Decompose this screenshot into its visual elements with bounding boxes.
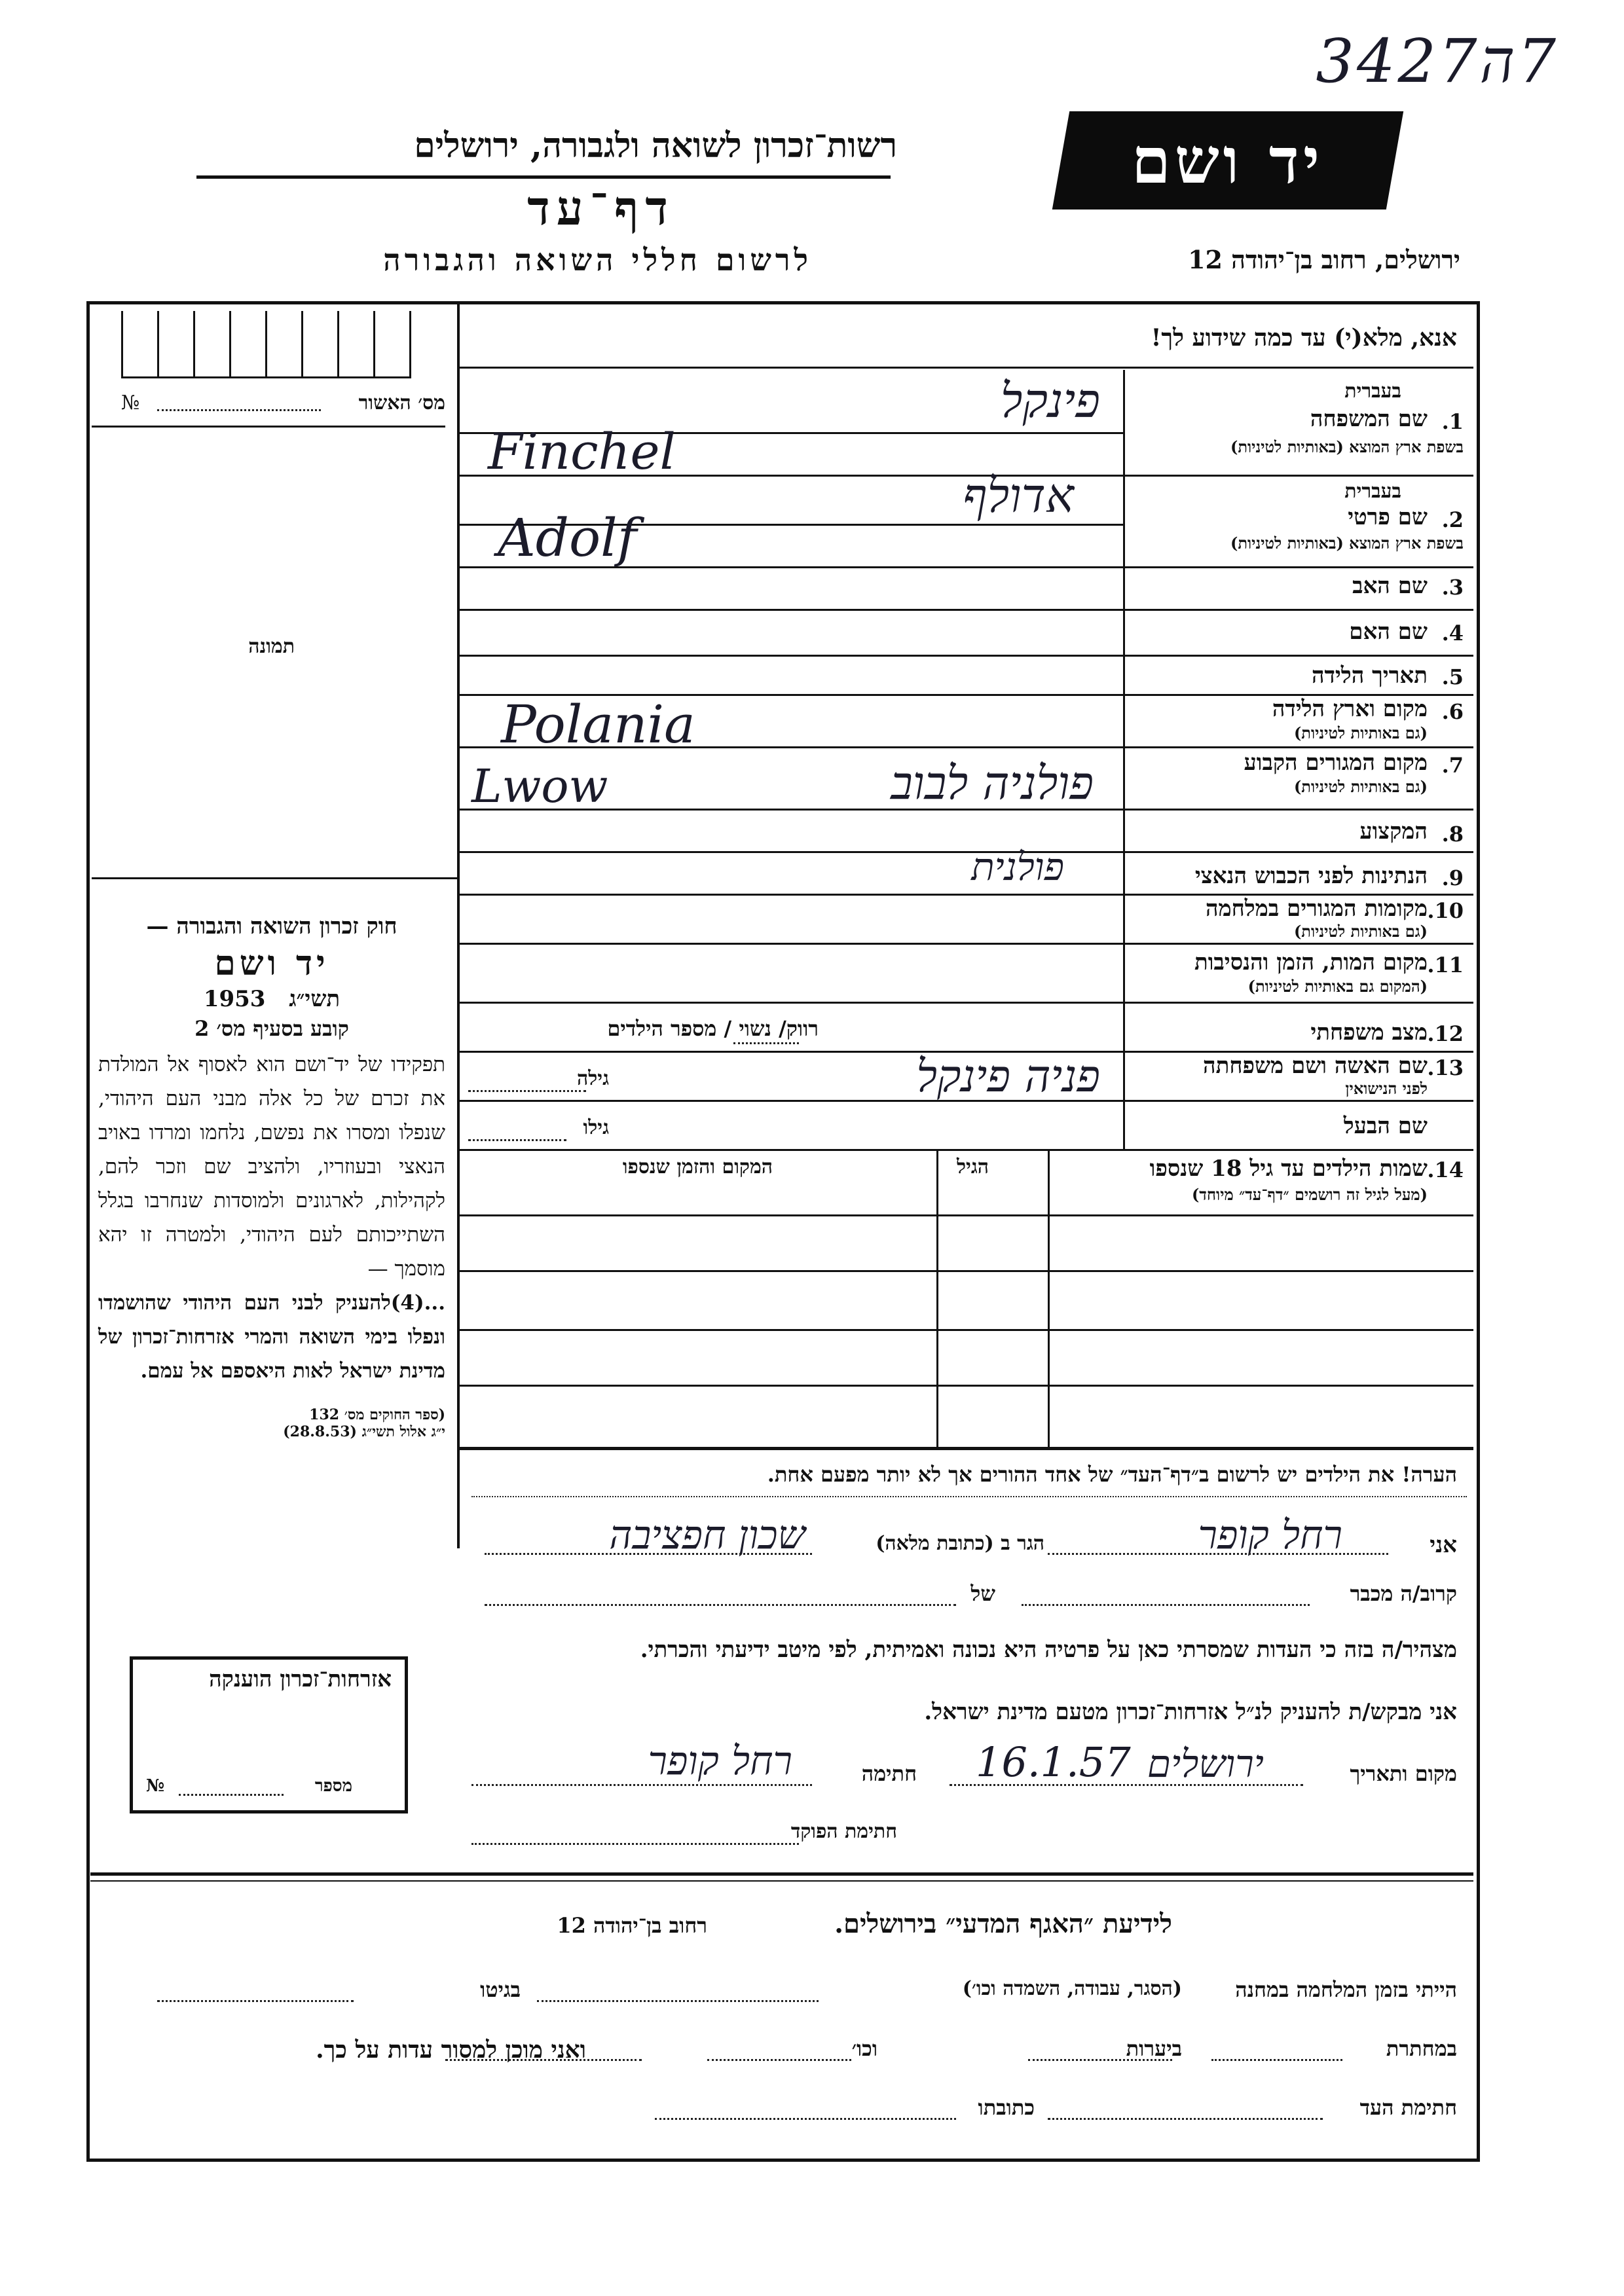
date-value: 16.1.57 [976, 1738, 1131, 1786]
remark-text: הערה! את הילדים יש לרשום ב״דף־העד״ של אחד ההורים אך לא יותר מפעם אחת. [767, 1462, 1457, 1487]
law-name: יד ושם [214, 943, 329, 983]
field-10-num: 10. [1427, 898, 1464, 923]
relative-label: קרוב/ה מכבר [1350, 1581, 1457, 1606]
law-section: קובע בסעיף מס׳ 2 [194, 1016, 349, 1041]
children-num: 14. [1427, 1157, 1464, 1182]
declarant-residing-label: הגר ב (כתובת מלאה) [876, 1532, 1044, 1555]
footer-address: רחוב בן־יהודה 12 [557, 1913, 707, 1938]
declarant-address-value: שכון חפציבה [609, 1512, 805, 1558]
footer-line2-d: ואני מוכן למסור עדות על כך. [316, 2036, 586, 2064]
field-8-label: המקצוע [1359, 818, 1428, 845]
field-3-label: שם האב [1352, 573, 1428, 599]
field-11-sub2: (המקום גם באותיות לטיניות) [1247, 977, 1428, 996]
field-3-num: 3. [1441, 575, 1464, 600]
archive-number: 7ה3427 [1316, 26, 1559, 96]
field-4-num: 4. [1441, 621, 1464, 646]
field-9-value: פולנית [971, 845, 1064, 889]
citizenship-no-mark: № [146, 1776, 165, 1796]
of-label: של [970, 1581, 995, 1606]
footer-line1-a: הייתי בזמן המלחמה במחנה [1235, 1977, 1457, 2002]
children-note: (מעל לגיל זה רושמים ״דף־עד״ מיוחד) [1191, 1185, 1428, 1204]
field-7-label: מקום המגורים הקבוע [1244, 750, 1428, 776]
field-7-value-heb: פולניה לבוב [891, 756, 1094, 810]
field-11-num: 11. [1427, 953, 1464, 977]
law-ref-1: (ספר החוקים מס׳ 132 [309, 1406, 445, 1423]
field-6-label: מקום וארץ הלידה [1272, 696, 1428, 722]
footer-line1-c: בגיטו [480, 1977, 521, 2002]
husband-label: שם הבעל [1343, 1113, 1428, 1139]
authority-title: רשות־זכרון לשואה ולגבורה, ירושלים [414, 126, 897, 166]
field-5-label: תאריך הלידה [1311, 663, 1428, 689]
field-7-num: 7. [1441, 753, 1464, 778]
declarant-name-value: רחל קופר [1198, 1512, 1342, 1558]
field-1-sub2: בשפת ארץ המוצא (באותיות לטיניות) [1230, 437, 1464, 456]
field-6-num: 6. [1441, 699, 1464, 724]
citizenship-number-label: מספר [314, 1776, 352, 1796]
law-title: חוק זכרון השואה והגבורה — [146, 913, 397, 939]
footer-title: לידיעת ״האגף המדעי״ בירושלים. [834, 1908, 1172, 1939]
children-col-age: הגיל [956, 1156, 989, 1178]
field-2-sub2: בשפת ארץ המוצא (באותיות לטיניות) [1230, 534, 1464, 553]
footer-line3-b: כתובתו [978, 2095, 1035, 2120]
law-year-heb: תשי״ג [289, 986, 341, 1012]
footer-line2-b: ביערות [1126, 2036, 1182, 2061]
place-date-label: מקום ותאריך [1350, 1761, 1457, 1786]
field-13-sub2: לפני הנישואין [1345, 1079, 1428, 1098]
field-4-label: שם האם [1349, 619, 1428, 645]
field-12-num: 12. [1427, 1021, 1464, 1046]
field-10-sub2: (גם באותיות לטיניות) [1293, 922, 1428, 941]
declarant-i-label: אני [1430, 1532, 1457, 1558]
yad-vashem-logo [1052, 111, 1403, 210]
field-7-sub2: (גם באותיות לטיניות) [1293, 777, 1428, 796]
field-1-sub: בעברית [1344, 380, 1401, 403]
field-6-sub2: (גם באותיות לטיניות) [1293, 723, 1428, 742]
signature-value: רחל קופר [648, 1738, 792, 1784]
field-6-value: Polania [501, 694, 695, 755]
field-2-num: 2. [1441, 507, 1464, 532]
field-9-label: הנתינות לפני הכבוש הנאצי [1194, 863, 1428, 889]
citizenship-box-title: אזרחות־זכרון הוענקה [209, 1666, 392, 1692]
request-text: אני מבקש/ת להעניק לנ״ל אזרחות־זכרון מטעם מדינת ישראל. [924, 1699, 1457, 1725]
field-1-num: 1. [1441, 409, 1464, 434]
footer-line2-c: וכו׳ [851, 2036, 877, 2061]
children-col-place: המקום והזמן שנספו [622, 1156, 773, 1178]
place-value: ירושלים [1147, 1741, 1264, 1786]
tick-marks [121, 311, 435, 383]
law-text: תפקידו של יד־ושם הוא לאסוף אל המולדת את זכרם של כל אלה מבני העם היהודי, שנפלו ומסרו את נפשם, נלחמו ומרדו באויב הנאצי ובעוזריו, ולהציב שם וזכר להם, לקהילות, לארגונים ולמוסדות שנחרבו בגלל השתייכותם לעם היהודי, ולמטרה זו יהא מוסמך — [98, 1053, 445, 1281]
field-13-label: שם האשה ושם משפחתה [1203, 1053, 1428, 1079]
law-year: 1953 [203, 986, 266, 1012]
photo-label: תמונה [248, 635, 295, 658]
certificate-label: מס׳ האשור [358, 392, 445, 414]
field-13-value: פניה פינקל [916, 1051, 1100, 1102]
field-12-value: רווק/ נשוי / מספר הילדים [607, 1016, 819, 1041]
footer-line1-b: (הסגר, עבודה, השמדה וכו׳) [962, 1977, 1182, 2000]
field-2-sub: בעברית [1344, 480, 1401, 503]
children-label: שמות הילדים עד גיל 18 שנספו [1149, 1156, 1428, 1182]
declaration-text: מצהיר/ה בזה כי העדות שמסרתי כאן על פרטיה היא נכונה ואמיתית, לפי מיטב ידיעתי והכרתי. [640, 1637, 1457, 1663]
field-13-age-label: גילה [576, 1067, 609, 1090]
field-1-value-heb: פינקל [1000, 373, 1100, 428]
form-subtitle: לרשום חללי השואה והגבורה [383, 242, 812, 278]
field-9-num: 9. [1441, 866, 1464, 890]
instruction-text: אנא, מלא(י) עד כמה שידוע לך! [1151, 324, 1457, 352]
field-12-label: מצב משפחתי [1310, 1019, 1428, 1046]
field-1-value-lat: Finchel [488, 422, 676, 481]
field-11-label: מקום המות, הזמן והנסיבות [1194, 949, 1428, 975]
header-address: ירושלים, רחוב בן־יהודה 12 [1188, 245, 1460, 274]
citizenship-box [130, 1656, 408, 1813]
law-text-4: ...(4)להעניק לבני העם היהודי שהושמדו ונפלו בימי השואה והמרי אזרחות־זכרון של מדינת ישראל לאות היאספם אל עמם. [98, 1291, 445, 1383]
footer-line2-a: במחתרת [1386, 2036, 1457, 2061]
field-2-label: שם פרטי [1348, 504, 1428, 530]
signature-label: חתימה [861, 1761, 917, 1786]
field-10-label: מקומות המגורים במלחמה [1205, 896, 1428, 922]
field-5-num: 5. [1441, 665, 1464, 689]
field-8-num: 8. [1441, 822, 1464, 847]
footer-line3-a: חתימת העד [1359, 2095, 1457, 2120]
law-box [98, 913, 445, 1440]
law-ref-2: י״ג אלול תשי״ג (28.8.53) [283, 1423, 445, 1440]
certificate-no-mark: № [121, 392, 140, 414]
field-7-value-lat: Lwow [471, 759, 608, 813]
field-13-num: 13. [1427, 1055, 1464, 1080]
officer-label: חתימת הפוקד [790, 1820, 897, 1843]
husband-age-label: גילו [583, 1116, 609, 1139]
field-1-label: שם המשפחה [1310, 406, 1428, 432]
logo-text: יד ושם [1132, 123, 1324, 198]
form-title: דף־עד [527, 180, 674, 236]
field-2-value-heb: אדולף [963, 468, 1074, 523]
field-2-value-lat: Adolf [498, 507, 637, 568]
